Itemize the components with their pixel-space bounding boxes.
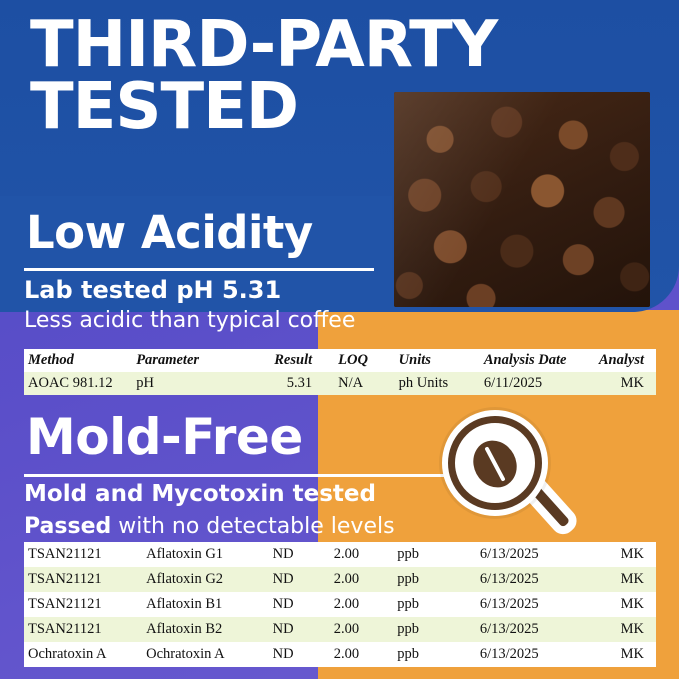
table-header-row xyxy=(24,349,656,372)
photo-sheen xyxy=(394,92,650,307)
cell-analysis-date: 6/13/2025 xyxy=(479,621,539,637)
cell-parameter: Ochratoxin A xyxy=(146,646,225,662)
cell-analyst: MK xyxy=(620,546,644,562)
cell-result: ND xyxy=(272,546,294,562)
mycotoxin-results-table xyxy=(24,542,656,667)
cell-parameter: Aflatoxin B2 xyxy=(146,621,223,637)
cell-units: ppb xyxy=(397,621,419,637)
mold-free-passed-rest: with no detectable levels xyxy=(111,514,395,539)
cell-loq: 2.00 xyxy=(333,646,360,662)
cell-result: 5.31 xyxy=(286,375,313,391)
cell-analysis-date: 6/13/2025 xyxy=(479,596,539,612)
col-header-analysis-date: Analysis Date xyxy=(483,352,567,368)
col-header-units: Units xyxy=(398,352,431,368)
cell-loq: 2.00 xyxy=(333,571,360,587)
table-row xyxy=(24,567,656,592)
mold-free-subtitle: Mold and Mycotoxin tested xyxy=(24,481,376,507)
cell-method: TSAN21121 xyxy=(28,571,102,587)
divider-mold-free xyxy=(24,474,444,477)
divider-low-acidity xyxy=(24,268,374,271)
cell-analysis-date: 6/13/2025 xyxy=(479,546,539,562)
cell-units: ppb xyxy=(397,596,419,612)
mold-free-passed-label: Passed xyxy=(24,514,112,539)
col-header-loq: LOQ xyxy=(338,352,368,368)
cell-analyst: MK xyxy=(620,571,644,587)
low-acidity-subtitle: Lab tested pH 5.31 xyxy=(24,276,282,304)
cell-method: Ochratoxin A xyxy=(28,646,107,662)
cell-result: ND xyxy=(272,571,294,587)
cell-analyst: MK xyxy=(620,596,644,612)
cell-loq: 2.00 xyxy=(333,621,360,637)
cell-analyst: MK xyxy=(620,646,644,662)
cell-loq: N/A xyxy=(338,375,364,391)
low-acidity-heading: Low Acidity xyxy=(26,206,313,259)
cell-parameter: Aflatoxin B1 xyxy=(146,596,223,612)
cell-analysis-date: 6/13/2025 xyxy=(479,571,539,587)
cell-parameter: Aflatoxin G1 xyxy=(146,546,224,562)
cell-method: TSAN21121 xyxy=(28,546,102,562)
cell-analysis-date: 6/13/2025 xyxy=(479,646,539,662)
col-header-method: Method xyxy=(28,352,74,368)
col-header-result: Result xyxy=(274,352,313,368)
table-row xyxy=(24,617,656,642)
cell-result: ND xyxy=(272,621,294,637)
cell-method: TSAN21121 xyxy=(28,596,102,612)
cell-method: AOAC 981.12 xyxy=(28,375,113,391)
table-row xyxy=(24,372,656,395)
cell-parameter: pH xyxy=(136,375,154,391)
cell-units: ppb xyxy=(397,571,419,587)
magnifier-coffee-bean-icon xyxy=(432,404,592,564)
table-row xyxy=(24,592,656,617)
headline-line-1: THIRD-PARTY xyxy=(30,8,498,82)
cell-units: ppb xyxy=(397,646,419,662)
table-row xyxy=(24,642,656,667)
low-acidity-description: Less acidic than typical coffee xyxy=(24,308,356,333)
mold-free-heading: Mold-Free xyxy=(26,408,303,466)
mold-free-description xyxy=(24,514,395,539)
cell-analyst: MK xyxy=(620,621,644,637)
cell-units: ppb xyxy=(397,546,419,562)
table-row xyxy=(24,542,656,567)
col-header-analyst: Analyst xyxy=(598,352,644,368)
cell-loq: 2.00 xyxy=(333,546,360,562)
cell-analysis-date: 6/11/2025 xyxy=(483,375,543,391)
headline-line-2: TESTED xyxy=(30,70,298,145)
col-header-parameter: Parameter xyxy=(136,352,200,368)
cell-method: TSAN21121 xyxy=(28,621,102,637)
coffee-beans-photo xyxy=(394,92,650,307)
cell-parameter: Aflatoxin G2 xyxy=(146,571,224,587)
cell-units: ph Units xyxy=(398,375,449,391)
cell-loq: 2.00 xyxy=(333,596,360,612)
cell-result: ND xyxy=(272,596,294,612)
cell-result: ND xyxy=(272,646,294,662)
ph-results-table xyxy=(24,349,656,395)
cell-analyst: MK xyxy=(620,375,644,391)
